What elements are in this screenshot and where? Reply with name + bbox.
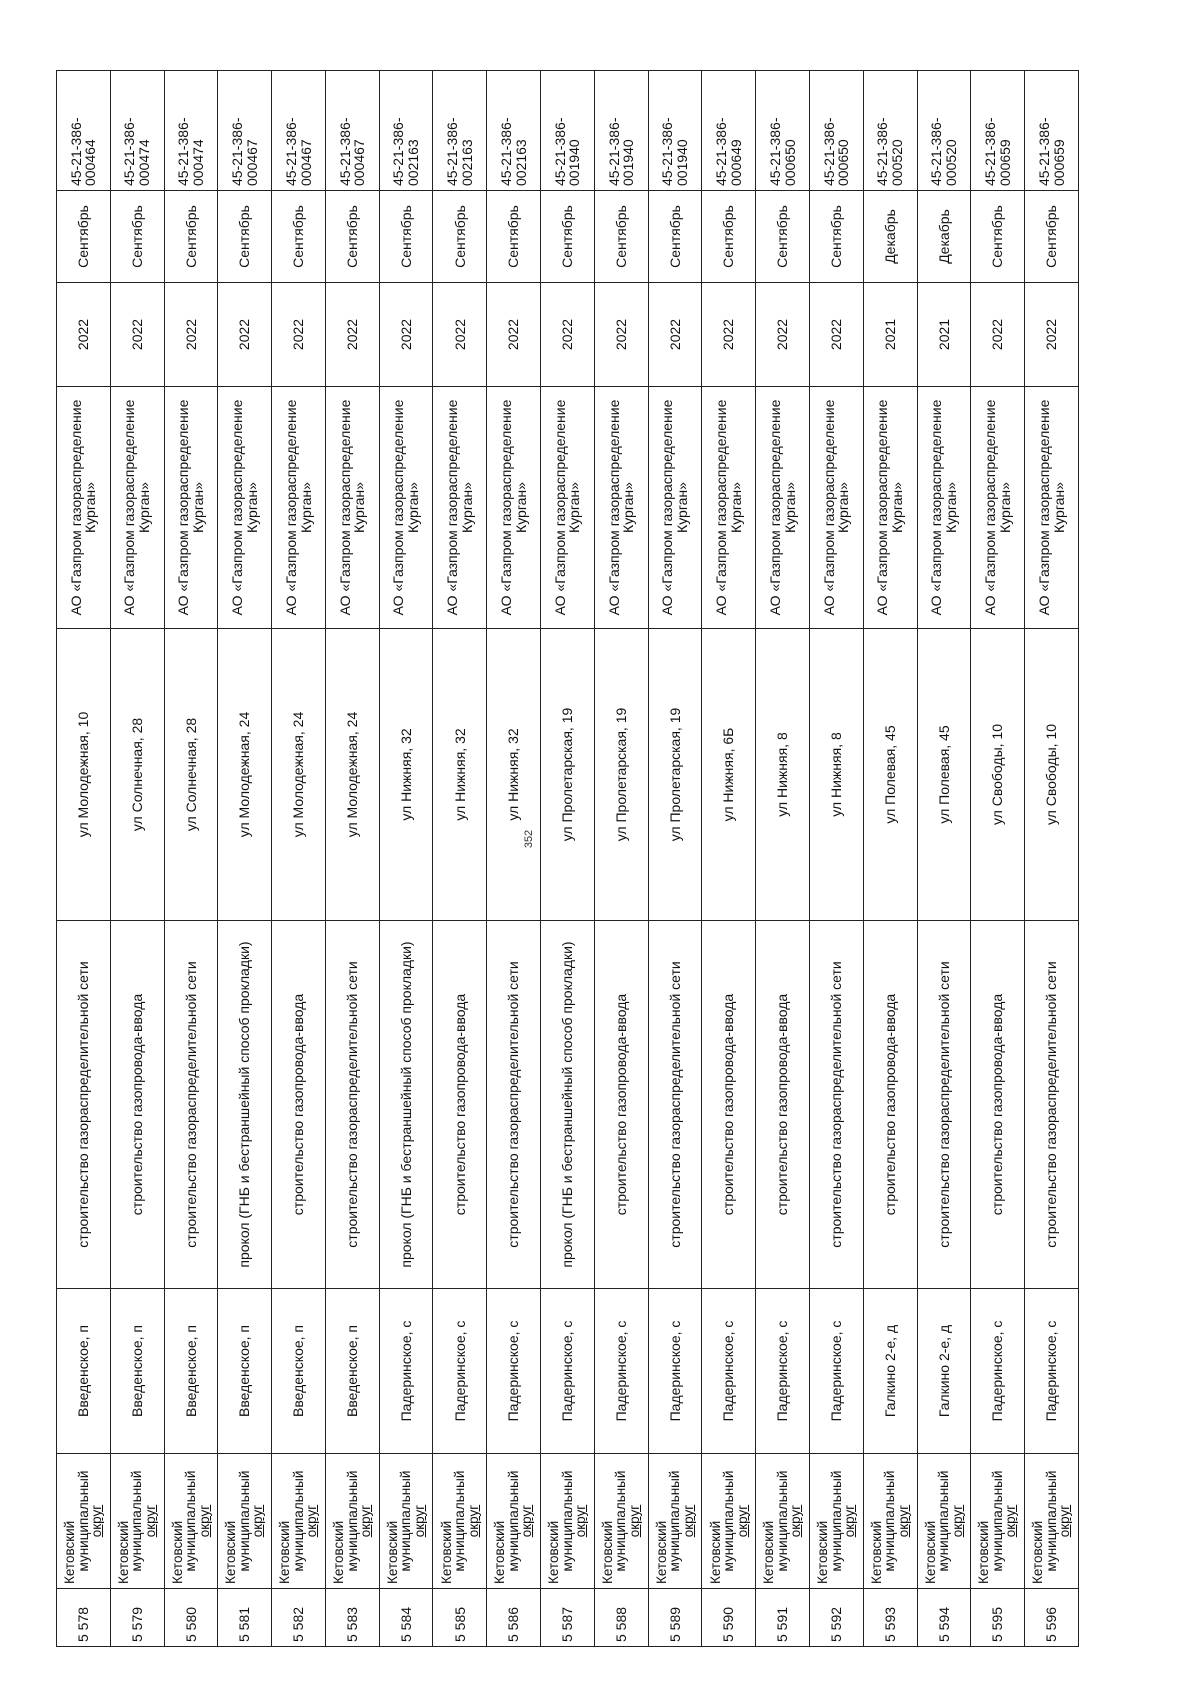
municipality-line: округ <box>1057 1504 1073 1538</box>
address-cell: ул Нижняя, 8 <box>809 629 863 921</box>
municipality-line: Кетовский <box>653 1520 669 1584</box>
municipality-line: Кетовский <box>331 1520 347 1584</box>
month-cell: Сентябрь <box>218 191 272 283</box>
municipality-cell <box>756 1454 810 1589</box>
municipality-line: округ <box>626 1504 642 1538</box>
address-cell: ул Нижняя, 32 <box>433 629 487 921</box>
address-cell: ул Полевая, 45 <box>863 629 917 921</box>
table-row <box>218 71 272 1647</box>
work-type-cell: строительство газораспределительной сети <box>1025 921 1079 1289</box>
code-cell: 45-21-386-000650 <box>809 71 863 191</box>
work-type-cell: строительство газораспределительной сети <box>917 921 971 1289</box>
code-cell: 45-21-386-000464 <box>57 71 111 191</box>
year-cell: 2022 <box>379 283 433 387</box>
year-cell: 2021 <box>863 283 917 387</box>
organization-cell: АО «Газпром газораспределение Курган» <box>594 387 648 629</box>
municipality-line: муниципальный <box>344 1470 360 1572</box>
municipality-line: муниципальный <box>721 1470 737 1572</box>
municipality-line: округ <box>89 1504 105 1538</box>
row-number: 5 591 <box>756 1589 810 1647</box>
row-number: 5 587 <box>541 1589 595 1647</box>
locality-cell: Галкино 2-е, д <box>917 1289 971 1454</box>
municipality-line: муниципальный <box>1043 1470 1059 1572</box>
municipality-line: Кетовский <box>976 1520 992 1584</box>
address-cell: ул Молодежная, 10 <box>57 629 111 921</box>
organization-cell: АО «Газпром газораспределение Курган» <box>756 387 810 629</box>
address-cell: ул Нижняя, 6Б <box>702 629 756 921</box>
month-cell: Сентябрь <box>1025 191 1079 283</box>
municipality-line: муниципальный <box>667 1470 683 1572</box>
municipality-cell <box>702 1454 756 1589</box>
work-type-cell: строительство газораспределительной сети <box>57 921 111 1289</box>
work-type-cell: строительство газопровода-ввода <box>110 921 164 1289</box>
municipality-line: муниципальный <box>936 1470 952 1572</box>
row-number: 5 584 <box>379 1589 433 1647</box>
municipality-line: Кетовский <box>761 1520 777 1584</box>
locality-cell: Галкино 2-е, д <box>863 1289 917 1454</box>
month-cell: Сентябрь <box>110 191 164 283</box>
organization-cell: АО «Газпром газораспределение Курган» <box>325 387 379 629</box>
municipality-line: Кетовский <box>815 1520 831 1584</box>
code-cell: 45-21-386-000650 <box>756 71 810 191</box>
work-type-cell: прокол (ГНБ и бестраншейный способ прокладки) <box>541 921 595 1289</box>
work-type-cell: прокол (ГНБ и бестраншейный способ прокладки) <box>379 921 433 1289</box>
work-type-cell: строительство газопровода-ввода <box>433 921 487 1289</box>
work-type-cell: строительство газопровода-ввода <box>594 921 648 1289</box>
year-cell: 2022 <box>433 283 487 387</box>
year-cell: 2022 <box>971 283 1025 387</box>
year-cell: 2022 <box>110 283 164 387</box>
code-cell: 45-21-386-000467 <box>325 71 379 191</box>
organization-cell: АО «Газпром газораспределение Курган» <box>971 387 1025 629</box>
municipality-cell <box>218 1454 272 1589</box>
work-type-cell: строительство газопровода-ввода <box>272 921 326 1289</box>
municipality-line: округ <box>465 1504 481 1538</box>
month-cell: Сентябрь <box>57 191 111 283</box>
year-cell: 2022 <box>541 283 595 387</box>
municipality-cell <box>971 1454 1025 1589</box>
locality-cell: Падеринское, с <box>648 1289 702 1454</box>
municipality-line: Кетовский <box>707 1520 723 1584</box>
organization-cell: АО «Газпром газораспределение Курган» <box>541 387 595 629</box>
municipality-cell <box>1025 1454 1079 1589</box>
municipality-cell <box>57 1454 111 1589</box>
year-cell: 2022 <box>164 283 218 387</box>
address-cell: ул Нижняя, 32 <box>487 629 541 921</box>
municipality-line: округ <box>250 1504 266 1538</box>
row-number: 5 593 <box>863 1589 917 1647</box>
year-cell: 2022 <box>756 283 810 387</box>
table-row <box>809 71 863 1647</box>
month-cell: Сентябрь <box>594 191 648 283</box>
municipality-line: округ <box>1003 1504 1019 1538</box>
row-number: 5 589 <box>648 1589 702 1647</box>
municipality-line: округ <box>304 1504 320 1538</box>
locality-cell: Введенское, п <box>57 1289 111 1454</box>
municipality-line: Кетовский <box>492 1520 508 1584</box>
municipality-line: муниципальный <box>75 1470 91 1572</box>
table-row <box>648 71 702 1647</box>
municipality-line: Кетовский <box>438 1520 454 1584</box>
municipality-line: округ <box>788 1504 804 1538</box>
year-cell: 2021 <box>917 283 971 387</box>
month-cell: Сентябрь <box>702 191 756 283</box>
registry-table-rotated <box>56 71 1079 1647</box>
work-type-cell: строительство газопровода-ввода <box>863 921 917 1289</box>
municipality-cell <box>541 1454 595 1589</box>
organization-cell: АО «Газпром газораспределение Курган» <box>917 387 971 629</box>
locality-cell: Введенское, п <box>218 1289 272 1454</box>
municipality-line: Кетовский <box>169 1520 185 1584</box>
table-row <box>325 71 379 1647</box>
address-cell: ул Солнечная, 28 <box>164 629 218 921</box>
year-cell: 2022 <box>1025 283 1079 387</box>
table-body <box>57 71 1079 1647</box>
table-row <box>863 71 917 1647</box>
municipality-cell <box>809 1454 863 1589</box>
table-row <box>756 71 810 1647</box>
year-cell: 2022 <box>487 283 541 387</box>
address-cell: ул Свободы, 10 <box>971 629 1025 921</box>
code-cell: 45-21-386-000520 <box>917 71 971 191</box>
row-number: 5 583 <box>325 1589 379 1647</box>
address-cell: ул Пролетарская, 19 <box>648 629 702 921</box>
municipality-line: Кетовский <box>599 1520 615 1584</box>
organization-cell: АО «Газпром газораспределение Курган» <box>1025 387 1079 629</box>
municipality-line: округ <box>358 1504 374 1538</box>
organization-cell: АО «Газпром газораспределение Курган» <box>433 387 487 629</box>
year-cell: 2022 <box>57 283 111 387</box>
municipality-line: Кетовский <box>868 1520 884 1584</box>
municipality-line: Кетовский <box>546 1520 562 1584</box>
table-row <box>164 71 218 1647</box>
address-cell: ул Солнечная, 28 <box>110 629 164 921</box>
municipality-line: муниципальный <box>398 1470 414 1572</box>
table-row <box>379 71 433 1647</box>
address-cell: ул Пролетарская, 19 <box>594 629 648 921</box>
year-cell: 2022 <box>272 283 326 387</box>
locality-cell: Введенское, п <box>164 1289 218 1454</box>
work-type-cell: строительство газопровода-ввода <box>971 921 1025 1289</box>
code-cell: 45-21-386-000520 <box>863 71 917 191</box>
municipality-cell <box>648 1454 702 1589</box>
table-row <box>917 71 971 1647</box>
address-cell: ул Молодежная, 24 <box>325 629 379 921</box>
address-cell: ул Пролетарская, 19 <box>541 629 595 921</box>
municipality-cell <box>110 1454 164 1589</box>
municipality-line: округ <box>842 1504 858 1538</box>
municipality-cell <box>325 1454 379 1589</box>
code-cell: 45-21-386-000659 <box>971 71 1025 191</box>
year-cell: 2022 <box>648 283 702 387</box>
registry-table-container <box>56 71 1079 1647</box>
locality-cell: Падеринское, с <box>541 1289 595 1454</box>
municipality-line: муниципальный <box>613 1470 629 1572</box>
work-type-cell: строительство газопровода-ввода <box>756 921 810 1289</box>
row-number: 5 586 <box>487 1589 541 1647</box>
municipality-line: Кетовский <box>1030 1520 1046 1584</box>
month-cell: Сентябрь <box>756 191 810 283</box>
code-cell: 45-21-386-000474 <box>110 71 164 191</box>
municipality-cell <box>487 1454 541 1589</box>
year-cell: 2022 <box>325 283 379 387</box>
locality-cell: Введенское, п <box>325 1289 379 1454</box>
table-row <box>1025 71 1079 1647</box>
month-cell: Сентябрь <box>379 191 433 283</box>
table-row <box>57 71 111 1647</box>
municipality-cell <box>433 1454 487 1589</box>
municipality-line: Кетовский <box>384 1520 400 1584</box>
locality-cell: Падеринское, с <box>971 1289 1025 1454</box>
municipality-line: Кетовский <box>62 1520 78 1584</box>
row-number: 5 588 <box>594 1589 648 1647</box>
municipality-cell <box>594 1454 648 1589</box>
locality-cell: Падеринское, с <box>433 1289 487 1454</box>
month-cell: Декабрь <box>917 191 971 283</box>
table-row <box>971 71 1025 1647</box>
municipality-cell <box>917 1454 971 1589</box>
year-cell: 2022 <box>702 283 756 387</box>
municipality-line: округ <box>895 1504 911 1538</box>
municipality-line: округ <box>519 1504 535 1538</box>
address-cell: ул Свободы, 10 <box>1025 629 1079 921</box>
municipality-line: муниципальный <box>505 1470 521 1572</box>
code-cell: 45-21-386-002163 <box>487 71 541 191</box>
locality-cell: Падеринское, с <box>756 1289 810 1454</box>
row-number: 5 578 <box>57 1589 111 1647</box>
municipality-line: муниципальный <box>828 1470 844 1572</box>
address-cell: ул Нижняя, 8 <box>756 629 810 921</box>
organization-cell: АО «Газпром газораспределение Курган» <box>379 387 433 629</box>
row-number: 5 596 <box>1025 1589 1079 1647</box>
code-cell: 45-21-386-000649 <box>702 71 756 191</box>
municipality-line: Кетовский <box>223 1520 239 1584</box>
municipality-line: муниципальный <box>129 1470 145 1572</box>
month-cell: Сентябрь <box>971 191 1025 283</box>
work-type-cell: строительство газораспределительной сети <box>809 921 863 1289</box>
municipality-line: округ <box>196 1504 212 1538</box>
row-number: 5 594 <box>917 1589 971 1647</box>
municipality-line: муниципальный <box>452 1470 468 1572</box>
locality-cell: Падеринское, с <box>379 1289 433 1454</box>
table-row <box>110 71 164 1647</box>
organization-cell: АО «Газпром газораспределение Курган» <box>648 387 702 629</box>
municipality-line: муниципальный <box>183 1470 199 1572</box>
code-cell: 45-21-386-000659 <box>1025 71 1079 191</box>
locality-cell: Падеринское, с <box>702 1289 756 1454</box>
address-cell: ул Молодежная, 24 <box>272 629 326 921</box>
municipality-line: муниципальный <box>882 1470 898 1572</box>
locality-cell: Введенское, п <box>110 1289 164 1454</box>
work-type-cell: строительство газораспределительной сети <box>487 921 541 1289</box>
organization-cell: АО «Газпром газораспределение Курган» <box>164 387 218 629</box>
month-cell: Сентябрь <box>325 191 379 283</box>
municipality-line: округ <box>680 1504 696 1538</box>
table-row <box>487 71 541 1647</box>
month-cell: Сентябрь <box>541 191 595 283</box>
address-cell: ул Полевая, 45 <box>917 629 971 921</box>
address-cell: ул Нижняя, 32 <box>379 629 433 921</box>
table-row <box>272 71 326 1647</box>
month-cell: Сентябрь <box>809 191 863 283</box>
table-row <box>541 71 595 1647</box>
page-number: 352 <box>523 829 536 849</box>
code-cell: 45-21-386-001940 <box>648 71 702 191</box>
municipality-line: округ <box>142 1504 158 1538</box>
locality-cell: Падеринское, с <box>809 1289 863 1454</box>
table-row <box>594 71 648 1647</box>
month-cell: Сентябрь <box>433 191 487 283</box>
code-cell: 45-21-386-001940 <box>594 71 648 191</box>
month-cell: Сентябрь <box>648 191 702 283</box>
row-number: 5 582 <box>272 1589 326 1647</box>
municipality-line: округ <box>411 1504 427 1538</box>
month-cell: Сентябрь <box>487 191 541 283</box>
row-number: 5 580 <box>164 1589 218 1647</box>
address-cell: ул Молодежная, 24 <box>218 629 272 921</box>
organization-cell: АО «Газпром газораспределение Курган» <box>809 387 863 629</box>
work-type-cell: прокол (ГНБ и бестраншейный способ прокладки) <box>218 921 272 1289</box>
row-number: 5 585 <box>433 1589 487 1647</box>
year-cell: 2022 <box>218 283 272 387</box>
row-number: 5 590 <box>702 1589 756 1647</box>
year-cell: 2022 <box>594 283 648 387</box>
work-type-cell: строительство газораспределительной сети <box>648 921 702 1289</box>
work-type-cell: строительство газораспределительной сети <box>325 921 379 1289</box>
municipality-line: округ <box>573 1504 589 1538</box>
municipality-line: муниципальный <box>236 1470 252 1572</box>
year-cell: 2022 <box>809 283 863 387</box>
work-type-cell: строительство газопровода-ввода <box>702 921 756 1289</box>
registry-table <box>56 70 1079 1647</box>
organization-cell: АО «Газпром газораспределение Курган» <box>218 387 272 629</box>
municipality-cell <box>379 1454 433 1589</box>
code-cell: 45-21-386-001940 <box>541 71 595 191</box>
organization-cell: АО «Газпром газораспределение Курган» <box>487 387 541 629</box>
organization-cell: АО «Газпром газораспределение Курган» <box>57 387 111 629</box>
locality-cell: Падеринское, с <box>1025 1289 1079 1454</box>
row-number: 5 581 <box>218 1589 272 1647</box>
row-number: 5 595 <box>971 1589 1025 1647</box>
municipality-line: муниципальный <box>774 1470 790 1572</box>
code-cell: 45-21-386-000474 <box>164 71 218 191</box>
month-cell: Сентябрь <box>164 191 218 283</box>
municipality-line: муниципальный <box>290 1470 306 1572</box>
row-number: 5 579 <box>110 1589 164 1647</box>
organization-cell: АО «Газпром газораспределение Курган» <box>863 387 917 629</box>
municipality-cell <box>272 1454 326 1589</box>
municipality-line: Кетовский <box>277 1520 293 1584</box>
work-type-cell: строительство газораспределительной сети <box>164 921 218 1289</box>
municipality-line: округ <box>734 1504 750 1538</box>
municipality-line: муниципальный <box>989 1470 1005 1572</box>
code-cell: 45-21-386-002163 <box>433 71 487 191</box>
month-cell: Сентябрь <box>272 191 326 283</box>
municipality-cell <box>863 1454 917 1589</box>
municipality-line: Кетовский <box>115 1520 131 1584</box>
locality-cell: Введенское, п <box>272 1289 326 1454</box>
municipality-line: округ <box>949 1504 965 1538</box>
organization-cell: АО «Газпром газораспределение Курган» <box>702 387 756 629</box>
municipality-cell <box>164 1454 218 1589</box>
organization-cell: АО «Газпром газораспределение Курган» <box>272 387 326 629</box>
locality-cell: Падеринское, с <box>487 1289 541 1454</box>
locality-cell: Падеринское, с <box>594 1289 648 1454</box>
row-number: 5 592 <box>809 1589 863 1647</box>
code-cell: 45-21-386-002163 <box>379 71 433 191</box>
municipality-line: муниципальный <box>559 1470 575 1572</box>
code-cell: 45-21-386-000467 <box>272 71 326 191</box>
table-row <box>433 71 487 1647</box>
table-row <box>702 71 756 1647</box>
code-cell: 45-21-386-000467 <box>218 71 272 191</box>
month-cell: Декабрь <box>863 191 917 283</box>
municipality-line: Кетовский <box>922 1520 938 1584</box>
organization-cell: АО «Газпром газораспределение Курган» <box>110 387 164 629</box>
